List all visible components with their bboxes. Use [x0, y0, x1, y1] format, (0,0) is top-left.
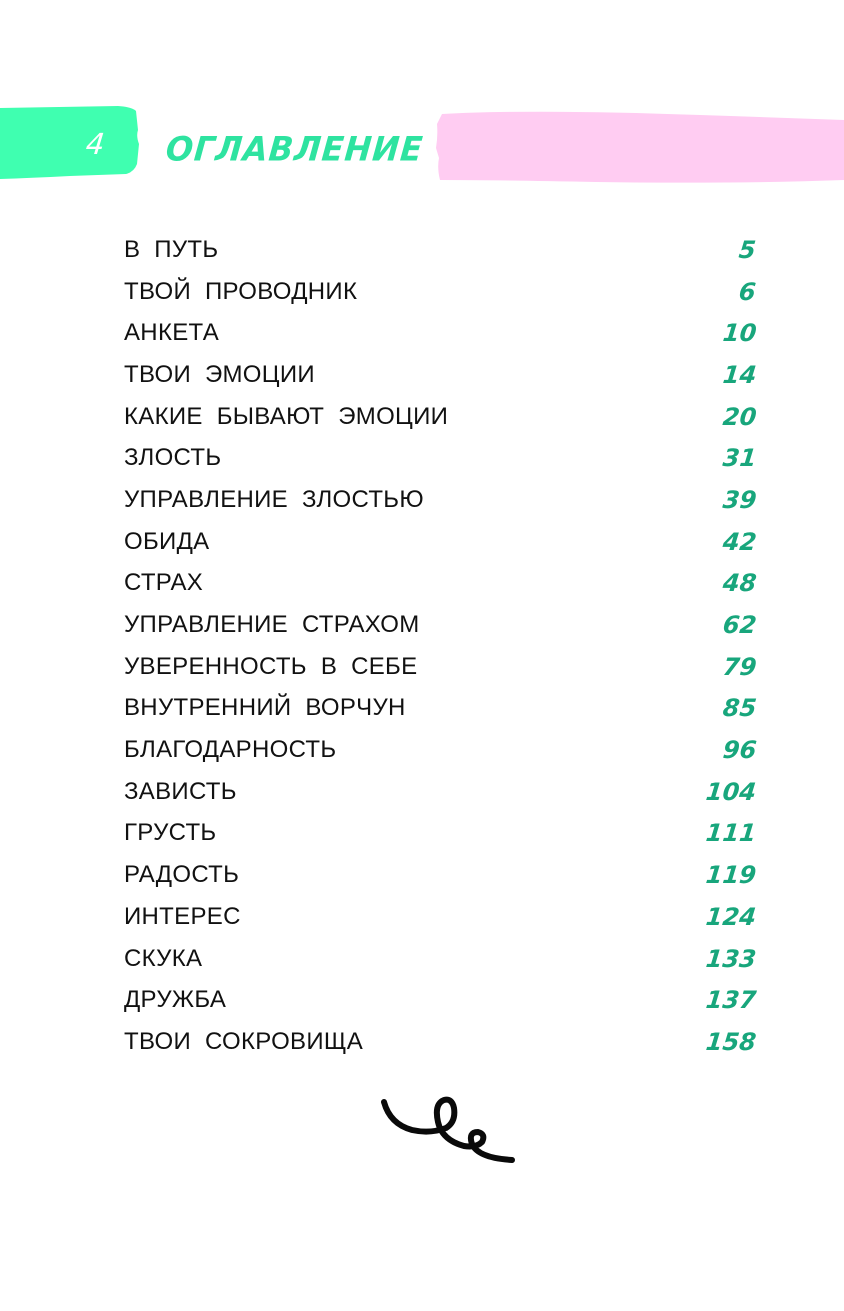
toc-entry-page-number: 14	[721, 360, 758, 389]
toc-entry	[124, 938, 756, 980]
toc-entry-title: КАКИЕ БЫВАЮТ ЭМОЦИИ	[124, 402, 449, 430]
toc-entry	[124, 354, 756, 396]
toc-entry	[124, 896, 756, 938]
toc-entry-page-number: 124	[704, 902, 758, 931]
toc-entry-title: ЗЛОСТЬ	[124, 444, 222, 472]
toc-entry	[124, 646, 756, 688]
toc-entry-page-number: 111	[704, 819, 758, 848]
toc-entry	[124, 437, 756, 479]
toc-entry	[124, 688, 756, 730]
toc-entry-page-number: 96	[721, 736, 758, 765]
pink-brush-stroke	[436, 108, 844, 188]
toc-entry-page-number: 119	[704, 861, 758, 890]
toc-entry-title: В ПУТЬ	[124, 235, 219, 263]
toc-entry	[124, 1021, 756, 1063]
toc-entry	[124, 729, 756, 771]
toc-entry-title: ГРУСТЬ	[124, 819, 217, 847]
toc-entry-title: ОБИДА	[124, 527, 210, 555]
toc-entry	[124, 854, 756, 896]
toc-entry-title: УПРАВЛЕНИЕ СТРАХОМ	[124, 611, 420, 639]
swirl-flourish-icon	[380, 1088, 520, 1168]
toc-entry	[124, 312, 756, 354]
toc-entry	[124, 229, 756, 271]
toc-entry	[124, 396, 756, 438]
toc-entry	[124, 813, 756, 855]
toc-entry-page-number: 133	[704, 944, 758, 973]
toc-entry-title: СТРАХ	[124, 569, 204, 597]
page-title: ОГЛАВЛЕНИЕ	[164, 129, 425, 169]
page-number: 4	[84, 127, 107, 161]
toc-entry-page-number: 31	[721, 444, 758, 473]
table-of-contents	[124, 229, 756, 1063]
toc-entry-page-number: 6	[737, 277, 758, 306]
toc-entry	[124, 771, 756, 813]
toc-entry-page-number: 137	[704, 986, 758, 1015]
toc-entry-page-number: 10	[721, 319, 758, 348]
toc-entry	[124, 604, 756, 646]
toc-entry-title: ТВОИ ЭМОЦИИ	[124, 360, 315, 388]
toc-entry-title: БЛАГОДАРНОСТЬ	[124, 736, 337, 764]
toc-entry	[124, 479, 756, 521]
toc-entry-page-number: 85	[721, 694, 758, 723]
toc-entry-title: УВЕРЕННОСТЬ В СЕБЕ	[124, 652, 418, 680]
toc-entry-page-number: 62	[721, 611, 758, 640]
toc-entry-title: ИНТЕРЕС	[124, 902, 241, 930]
toc-entry-title: УПРАВЛЕНИЕ ЗЛОСТЬЮ	[124, 485, 424, 513]
toc-entry-page-number: 39	[721, 485, 758, 514]
toc-entry-page-number: 48	[721, 569, 758, 598]
toc-entry-title: ТВОЙ ПРОВОДНИК	[124, 277, 358, 305]
toc-entry-page-number: 5	[737, 235, 758, 264]
toc-entry-title: РАДОСТЬ	[124, 861, 240, 889]
toc-entry-title: АНКЕТА	[124, 319, 219, 347]
toc-entry-page-number: 158	[704, 1027, 758, 1056]
toc-entry-page-number: 104	[704, 777, 758, 806]
toc-entry-page-number: 79	[721, 652, 758, 681]
toc-entry-page-number: 20	[721, 402, 758, 431]
toc-entry-title: ЗАВИСТЬ	[124, 777, 237, 805]
toc-entry-title: ТВОИ СОКРОВИЩА	[124, 1027, 364, 1055]
toc-entry-title: ВНУТРЕННИЙ ВОРЧУН	[124, 694, 406, 722]
toc-entry	[124, 271, 756, 313]
toc-entry	[124, 521, 756, 563]
toc-entry	[124, 563, 756, 605]
toc-entry	[124, 979, 756, 1021]
toc-entry-title: ДРУЖБА	[124, 986, 227, 1014]
toc-entry-page-number: 42	[721, 527, 758, 556]
toc-entry-title: СКУКА	[124, 944, 203, 972]
green-brush-stroke	[0, 102, 142, 182]
